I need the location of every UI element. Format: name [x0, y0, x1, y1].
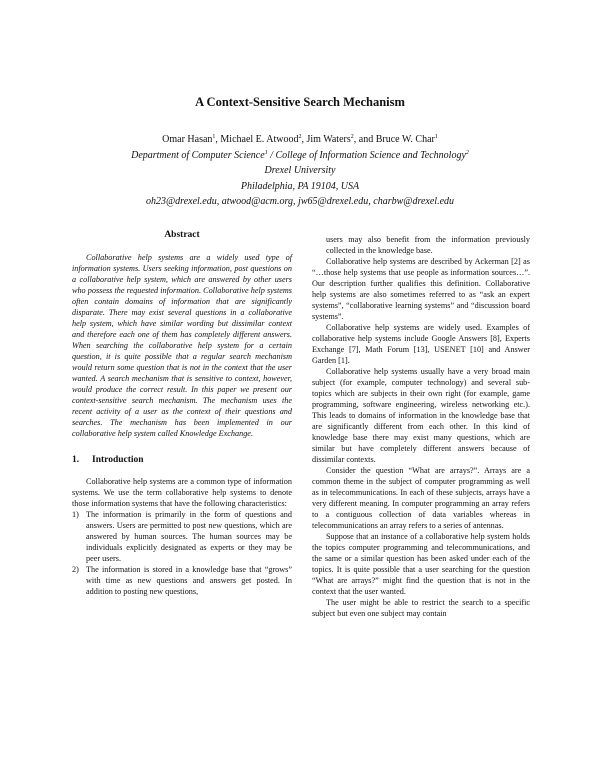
section-title: Introduction: [92, 455, 144, 465]
body-paragraph: Collaborative help systems usually have a very broad main subject (for example, computer technology) and several sub-topics which are subjects in their own right (for example, game programming, software engineering, wireless networking etc.). This leads to domains of information in the knowledge base that are significantly different from each other. In this kind of knowledge base there may exist many questions, which are similar but have completely different answers because of dissimilar contexts.: [312, 367, 530, 464]
affiliation-mark: 2: [465, 149, 469, 156]
body-paragraph: The user might be able to restrict the search to a specific subject but even one subject may contain: [312, 598, 530, 618]
section-number: 1.: [72, 455, 80, 465]
author-city: Philadelphia, PA 19104, USA: [240, 180, 360, 192]
body-paragraph: Consider the question “What are arrays?”. Arrays are a common theme in the subject of computer programming as well as in telecommunications. In each of these subjects, arrays have a very different meaning. In computer programming an array refers to a contiguous collection of data variables whereas in telecommunications an array refers to a series of antennas.: [312, 466, 530, 530]
author-emails: oh23@drexel.edu, atwood@acm.org, jw65@drexel.edu, charbw@drexel.edu: [145, 196, 455, 207]
abstract-heading: Abstract: [164, 230, 200, 240]
left-column: [72, 230, 292, 597]
body-paragraph: Collaborative help systems are widely used. Examples of collaborative help systems include Google Answers [8], Experts Exchange [7], Math Forum [13], USENET [10] and Answer Garden [1].: [312, 323, 530, 365]
list-marker: 1): [72, 510, 79, 519]
list-item-text: The information is primarily in the form of questions and answers. Users are permitted to post new questions, which are answered by human sources. The human sources may be individuals explicitly designated as experts or they may be peer users.: [86, 510, 292, 563]
intro-paragraph: Collaborative help systems are a common type of information systems. We use the term collaborative help systems to denote those information systems that have the following characteristics:: [72, 477, 292, 508]
abstract-text: Collaborative help systems are a widely used type of information systems. Users seeking information, post questions on a collaborative help system, which are answered by other users who possess the requested information. Collaborative help systems often contain domains of information that are significantly disparate. There may exist several questions in a collaborative help system, which have similar wording but dissimilar context and therefore each one of them has completely different answers. When searching the collaborative help system for a certain question, it is quite possible that a regular search mechanism would return some question that is not in the context that the user wanted. A search mechanism that is sensitive to context, however, would produce the correct result. In this paper we present our context-sensitive search mechanism. The mechanism uses the recent activity of a user as the context of their questions and searches. The mechanism has been implemented in our collaborative help system called Knowledge Exchange.: [72, 253, 292, 438]
affiliation-mark: 1: [264, 149, 268, 156]
affiliation-mark: 1: [434, 134, 438, 140]
author-university: Drexel University: [264, 165, 336, 176]
author-name: Michael E. Atwood: [220, 134, 299, 145]
body-paragraph: Collaborative help systems are described by Ackerman [2] as “…those help systems that use people as information sources…”. Our description further qualifies this definition. Collaborative help systems are also sometimes referred to as “ask an expert systems”, “collaborative learning systems” and “discussion board systems”.: [312, 257, 530, 321]
author-block: [0, 132, 600, 210]
department-ist: College of Information Science and Technology: [275, 149, 466, 161]
introduction-heading: [72, 455, 292, 466]
list-item: [72, 509, 292, 564]
author-departments: [0, 148, 600, 164]
list-item-text: The information is stored in a knowledge base that “grows” with time as new questions and answers get posted. In addition to posting new questions,: [86, 565, 292, 596]
author-name: Omar Hasan: [162, 134, 213, 145]
author-name: Jim Waters: [306, 134, 351, 145]
paper-title: A Context-Sensitive Search Mechanism: [195, 95, 405, 109]
author-names: [0, 132, 600, 148]
author-separator: ,: [301, 134, 307, 145]
characteristics-list: [72, 509, 292, 597]
affiliation-mark: 2: [298, 134, 302, 140]
author-separator: , and: [353, 134, 376, 145]
affiliation-mark: 1: [212, 134, 216, 140]
author-name: Bruce W. Char: [375, 134, 435, 145]
body-paragraph: Suppose that an instance of a collaborative help system holds the topics computer programming and telecommunications, and the same or a similar question has been asked under each of the topics. It is quite possible that a user searching for the question “What are arrays?” might find the question that is not in the context that the user wanted.: [312, 532, 530, 596]
list-item: [72, 564, 292, 597]
list-item-continuation: users may also benefit from the information previously collected in the knowledge base.: [326, 235, 530, 255]
affiliation-mark: 2: [350, 134, 354, 140]
list-marker: 2): [72, 565, 79, 574]
department-cs: Department of Computer Science: [131, 149, 265, 161]
author-separator: ,: [215, 134, 221, 145]
right-column: [312, 234, 530, 619]
department-separator: /: [267, 149, 276, 161]
